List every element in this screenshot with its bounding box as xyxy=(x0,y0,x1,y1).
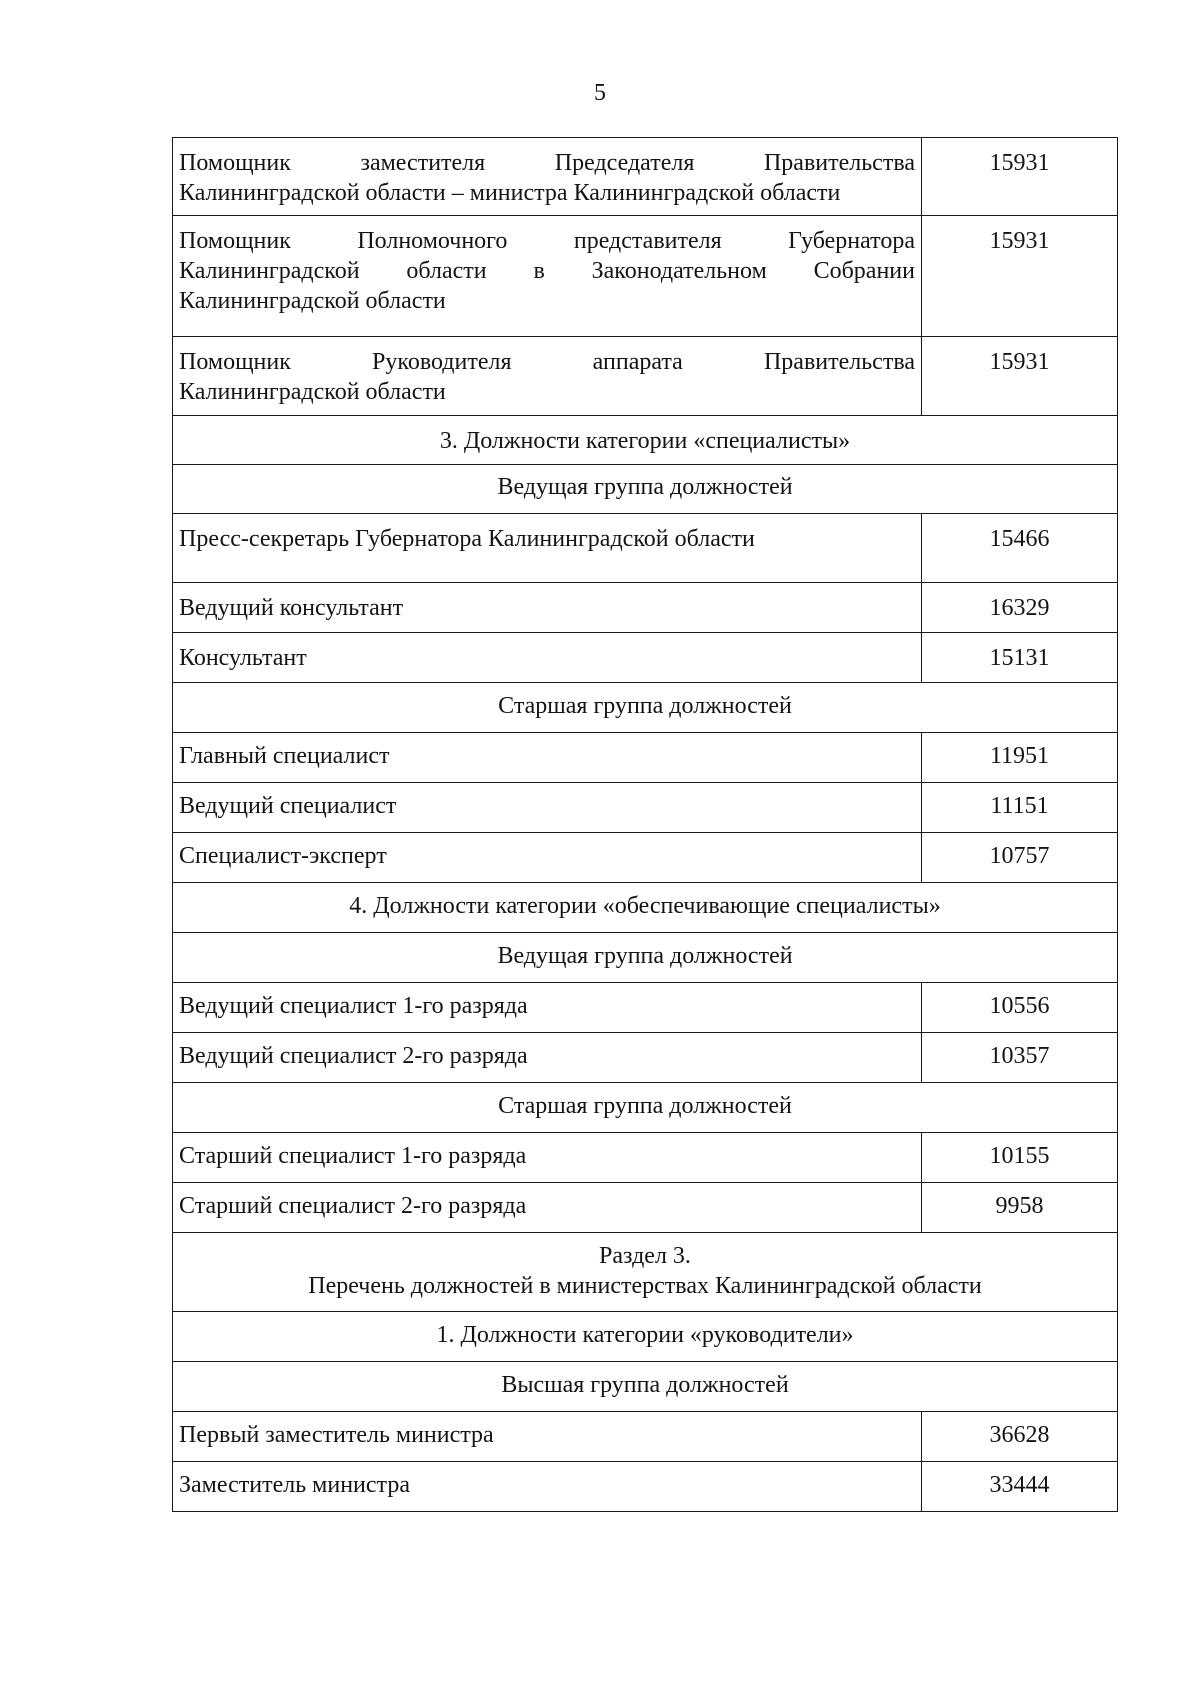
salary-value: 10357 xyxy=(922,1033,1118,1083)
table-row xyxy=(173,733,1118,783)
table-row xyxy=(173,983,1118,1033)
group-header-row xyxy=(173,933,1118,983)
title-line: Калининградской области xyxy=(179,288,446,314)
position-title: Ведущий консультант xyxy=(173,583,922,633)
salary-value: 9958 xyxy=(922,1183,1118,1233)
position-title: Ведущий специалист 2-го разряда xyxy=(173,1033,922,1083)
salary-value: 10757 xyxy=(922,833,1118,883)
category-header-row xyxy=(173,883,1118,933)
group-header-row xyxy=(173,1083,1118,1133)
category-header: 4. Должности категории «обеспечивающие специалисты» xyxy=(173,883,1118,933)
salary-value: 11151 xyxy=(922,783,1118,833)
section-title: Перечень должностей в министерствах Калининградской области xyxy=(308,1273,982,1299)
position-title: Ведущий специалист 1-го разряда xyxy=(173,983,922,1033)
group-header-row xyxy=(173,465,1118,514)
salary-value: 11951 xyxy=(922,733,1118,783)
category-header-row xyxy=(173,416,1118,465)
page-number: 5 xyxy=(594,80,606,106)
group-header: Ведущая группа должностей xyxy=(173,465,1118,514)
title-line: Помощник заместителя Председателя Правительства xyxy=(179,150,915,176)
category-header: 3. Должности категории «специалисты» xyxy=(173,416,1118,465)
group-header-row xyxy=(173,683,1118,733)
category-header: 1. Должности категории «руководители» xyxy=(173,1312,1118,1362)
position-title xyxy=(173,216,922,337)
salary-value: 15931 xyxy=(922,216,1118,337)
table-row xyxy=(173,633,1118,683)
position-title xyxy=(173,138,922,216)
salary-value: 16329 xyxy=(922,583,1118,633)
table-row xyxy=(173,1462,1118,1512)
salary-value: 15466 xyxy=(922,514,1118,583)
position-title xyxy=(173,337,922,416)
title-line: Помощник Руководителя аппарата Правительства xyxy=(179,349,915,375)
position-title: Консультант xyxy=(173,633,922,683)
section-header xyxy=(173,1233,1118,1312)
category-header-row xyxy=(173,1312,1118,1362)
title-line: Калининградской области в Законодательном Собрании xyxy=(179,258,915,284)
table-row xyxy=(173,514,1118,583)
table-row xyxy=(173,1133,1118,1183)
position-title: Главный специалист xyxy=(173,733,922,783)
table-row xyxy=(173,337,1118,416)
table-row xyxy=(173,1412,1118,1462)
table-row xyxy=(173,138,1118,216)
table-row xyxy=(173,833,1118,883)
group-header-row xyxy=(173,1362,1118,1412)
group-header: Ведущая группа должностей xyxy=(173,933,1118,983)
table-row xyxy=(173,216,1118,337)
table-row xyxy=(173,1033,1118,1083)
table-row xyxy=(173,783,1118,833)
salary-value: 15131 xyxy=(922,633,1118,683)
position-title: Старший специалист 2-го разряда xyxy=(173,1183,922,1233)
group-header: Старшая группа должностей xyxy=(173,1083,1118,1133)
position-title: Первый заместитель министра xyxy=(173,1412,922,1462)
title-line: Калининградской области xyxy=(179,379,446,405)
salary-value: 10556 xyxy=(922,983,1118,1033)
position-title: Заместитель министра xyxy=(173,1462,922,1512)
position-title: Специалист-эксперт xyxy=(173,833,922,883)
section-header-row xyxy=(173,1233,1118,1312)
positions-table xyxy=(172,137,1118,1512)
salary-value: 15931 xyxy=(922,138,1118,216)
position-title: Ведущий специалист xyxy=(173,783,922,833)
group-header: Старшая группа должностей xyxy=(173,683,1118,733)
salary-value: 10155 xyxy=(922,1133,1118,1183)
salary-value: 33444 xyxy=(922,1462,1118,1512)
title-line: Помощник Полномочного представителя Губернатора xyxy=(179,228,915,254)
salary-value: 36628 xyxy=(922,1412,1118,1462)
position-title: Старший специалист 1-го разряда xyxy=(173,1133,922,1183)
title-line: Калининградской области – министра Калининградской области xyxy=(179,180,841,206)
group-header: Высшая группа должностей xyxy=(173,1362,1118,1412)
position-title: Пресс-секретарь Губернатора Калининградской области xyxy=(173,514,922,583)
section-number: Раздел 3. xyxy=(599,1243,691,1269)
table-row xyxy=(173,1183,1118,1233)
salary-value: 15931 xyxy=(922,337,1118,416)
table-row xyxy=(173,583,1118,633)
